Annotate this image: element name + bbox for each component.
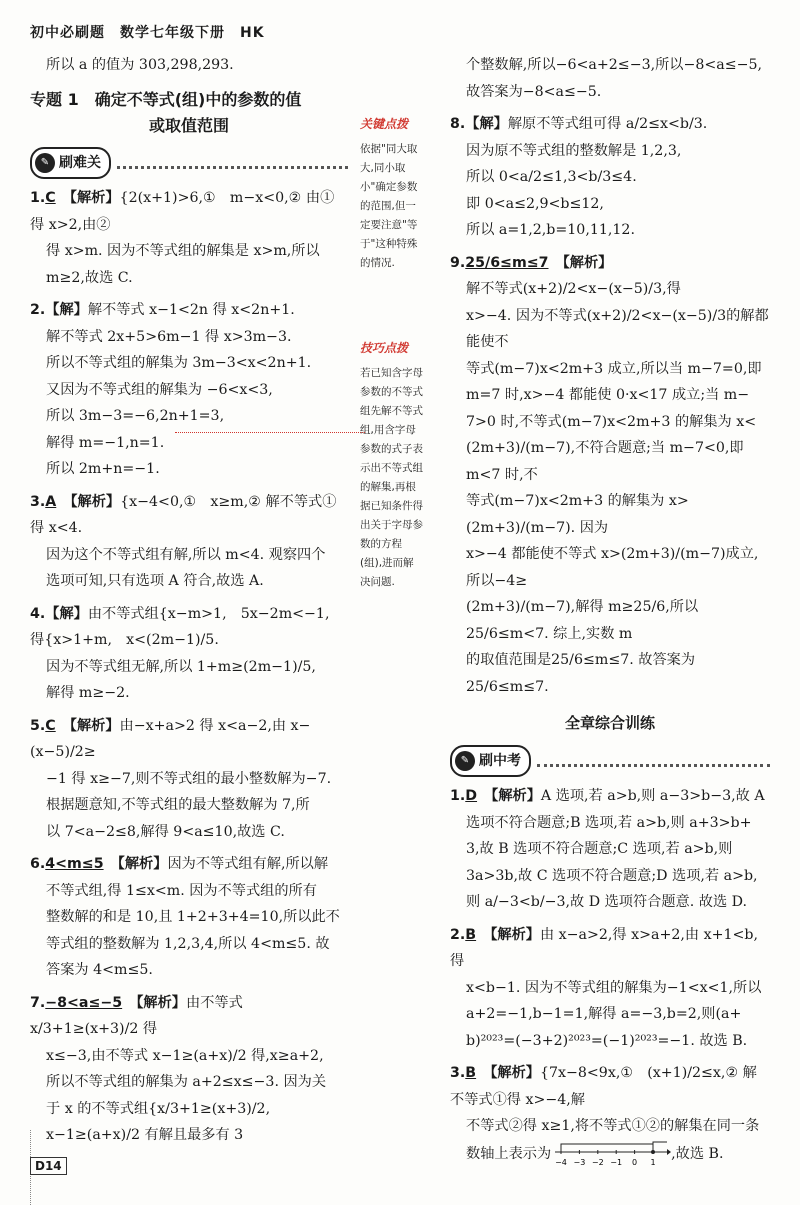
solution-text: 即 0<a≤2,9<b≤12, [466, 195, 604, 212]
answer: C [45, 190, 56, 206]
analysis-tag: 【解析】 [490, 926, 540, 943]
question-1 [30, 185, 348, 291]
solution-text: A 选项,若 a>b,则 a−3>b−3,故 A [540, 788, 765, 804]
solution-text: 等式(m−7)x<2m+3 成立,所以当 m−7=0,即 [466, 360, 762, 377]
solution-text: 因为原不等式组的整数解是 1,2,3, [466, 142, 682, 159]
analysis-tag: 【解析】 [69, 190, 120, 206]
tip-body-skill: 若已知含字母参数的不等式组先解不等式组,用含字母参数的式子表示出不等式组的解集,再根据已知条件得出关于字母参数的方程(组),进而解决问题. [360, 367, 423, 588]
answer: C [45, 717, 56, 734]
solution-text: 于 x 的不等式组{x/3+1≥(x+3)/2, x−1≥(a+x)/2 有解且最多有 3 [46, 1100, 285, 1143]
solution-text: 所以 2m+n=−1. [46, 461, 160, 477]
tips-column [360, 115, 424, 610]
solution-tag: 【解】 [465, 116, 508, 132]
solution-bracket-1 [561, 1144, 653, 1152]
solution-text: 所以不等式组的解集为 a+2≤x≤−3. 因为关 [46, 1074, 327, 1090]
question-number: 4. [30, 605, 46, 622]
solution-text: 不等式组,得 1≤x<m. 因为不等式组的所有 [46, 882, 317, 899]
solution-text: 解不等式(x+2)/2<x−(x−5)/3,得 [466, 281, 681, 297]
question-7 [30, 990, 348, 1149]
answer: B [465, 1065, 477, 1081]
badge-label: 刷难关 [59, 154, 101, 171]
analysis-tag: 【解析】 [70, 493, 121, 510]
analysis-tag: 【解析】 [491, 788, 541, 804]
question-3 [30, 489, 348, 595]
prev-answer-line: 所以 a 的值为 303,298,293. [46, 57, 234, 73]
solution-text: 由不等式组{x−m>1, 5x−2m<−1, 得{x>1+m, x<(2m−1)/5. [30, 605, 330, 648]
solution-text: 根据题意知,不等式组的最大整数解为 7,所 [46, 797, 310, 813]
exam-question-2 [450, 922, 770, 1055]
tick-label: −3 [573, 1157, 586, 1167]
solution-text: (2m+3)/(m−7),不符合题意;当 m−7<0,即 m<7 时,不 [466, 440, 744, 483]
question-8 [450, 111, 770, 244]
solution-text: {x−4<0,① x≥m,② 解不等式①得 x<4. [30, 493, 337, 536]
solution-text: 因为不等式组有解,所以解 [167, 856, 329, 872]
topic-title [30, 87, 348, 139]
solution-text: 等式组的整数解为 1,2,3,4,所以 4<m≤5. 故 [46, 935, 330, 952]
solution-text: 个整数解,所以−6<a+2≤−3,所以−8<a≤−5, [466, 57, 763, 73]
question-4 [30, 601, 348, 707]
tick-label: 1 [650, 1157, 656, 1167]
solution-text: 解不等式 x−1<2n 得 x<2n+1. [87, 302, 295, 318]
question-number: 1. [30, 190, 46, 206]
section-badge-exam [450, 745, 770, 778]
question-2 [30, 297, 348, 483]
solution-text: 故答案为−8<a≤−5. [466, 83, 602, 100]
solution-text: m=7 时,x>−4 都能使 0·x<17 成立;当 m− [466, 387, 750, 403]
solution-text: 由不等式 x/3+1≥(x+3)/2 得 [30, 994, 243, 1037]
question-6 [30, 851, 348, 984]
solution-text: 所以 0<a/2≤1,3<b/3≤4. [466, 169, 637, 185]
solution-text: x>−4. 因为不等式(x+2)/2<x−(x−5)/3的解都能使不 [466, 307, 769, 350]
solution-text: 所以 a=1,2,b=10,11,12. [466, 222, 635, 238]
tick-label: −4 [555, 1157, 568, 1167]
solution-text: {7x−8<9x,① (x+1)/2≤x,② 解不等式①得 x>−4,解 [450, 1065, 757, 1108]
solution-text: {2(x+1)>6,① m−x<0,② 由①得 x>2,由② [30, 190, 335, 233]
solution-text: m≥2,故选 C. [46, 269, 133, 286]
answer: 4<m≤5 [45, 856, 104, 872]
analysis-tag: 【解析】 [117, 856, 168, 872]
solution-tag: 【解】 [45, 302, 88, 318]
question-number: 9. [450, 254, 466, 271]
page-corner-mark [0, 1130, 31, 1205]
solution-text: 得 x>m. 因为不等式组的解集是 x>m,所以 [46, 243, 320, 259]
answer: B [465, 926, 477, 943]
solution-text: 选项不符合题意;B 选项,若 a>b,则 a+3>b+ [466, 814, 752, 831]
question-9 [450, 250, 770, 701]
solution-text: 解得 m≥−2. [46, 685, 130, 701]
section-title: 全章综合训练 [564, 714, 655, 732]
tip-body-key: 依据"同大取大,同小取小"确定参数的范围,但一定要注意"等于"这种特殊的情况. [360, 143, 418, 269]
solution-text: 数轴上表示为 [466, 1145, 552, 1162]
solution-text: x≤−3,由不等式 x−1≥(a+x)/2 得,x≥a+2, [46, 1047, 324, 1064]
topic-title-line1: 专题 1 确定不等式(组)中的参数的值 [30, 89, 302, 109]
solution-text: 7>0 时,不等式(m−7)x<2m+3 的解集为 x< [466, 413, 757, 430]
answer: 25/6≤m≤7 [465, 254, 549, 271]
question-number: 8. [450, 116, 466, 132]
solution-text: 整数解的和是 10,且 1+2+3+4=10,所以此不 [46, 909, 340, 925]
solution-text: x>−4 都能使不等式 x>(2m+3)/(m−7)成立,所以−4≥ [466, 546, 759, 589]
solution-text: ,故选 B. [671, 1145, 724, 1162]
question-number: 7. [30, 994, 46, 1011]
answer: −8<a≤−5 [45, 994, 123, 1011]
solution-text: 由−x+a>2 得 x<a−2,由 x−(x−5)/2≥ [30, 717, 311, 760]
dotted-divider [117, 156, 348, 169]
solution-text: 不等式②得 x≥1,将不等式①②的解集在同一条 [466, 1118, 760, 1134]
solution-text: 解不等式 2x+5>6m−1 得 x>3m−3. [46, 328, 292, 345]
solution-text: 答案为 4<m≤5. [46, 962, 153, 978]
tip-title-skill: 技巧点拨 [360, 341, 409, 355]
solution-tag: 【解】 [45, 605, 88, 622]
solution-text: 以 7<a−2≤8,解得 9<a≤10,故选 C. [46, 823, 285, 840]
question-number: 2. [450, 926, 466, 943]
closed-dot [651, 1150, 655, 1154]
tick-label: −2 [592, 1157, 604, 1167]
tip-pointer-line [175, 432, 365, 433]
solution-bracket-2 [653, 1142, 667, 1152]
solution-text: 的取值范围是25/6≤m≤7. 故答案为25/6≤m≤7. [466, 652, 696, 695]
answer: A [45, 493, 57, 510]
badge-label: 刷中考 [479, 752, 521, 769]
analysis-tag: 【解析】 [490, 1065, 540, 1081]
solution-text: 选项可知,只有选项 A 符合,故选 A. [46, 573, 264, 589]
dotted-divider [537, 754, 770, 767]
question-number: 2. [30, 302, 46, 318]
question-number: 3. [30, 493, 46, 510]
tip-title-key: 关键点拨 [360, 117, 409, 131]
analysis-tag: 【解析】 [562, 254, 613, 271]
solution-text: (2m+3)/(m−7),解得 m≥25/6,所以25/6≤m<7. 综上,实数 m [466, 599, 699, 642]
exam-question-3 [450, 1060, 770, 1168]
tick-label: −1 [610, 1157, 623, 1167]
exam-question-1 [450, 783, 770, 916]
solution-text: a+2=−1,b−1=1,解得 a=−3,b=2,则(a+ [466, 1006, 742, 1022]
question-number: 3. [450, 1065, 466, 1081]
solution-text: 所以 3m−3=−6,2n+1=3, [46, 408, 225, 424]
solution-text: 因为不等式组无解,所以 1+m≥(2m−1)/5, [46, 658, 316, 675]
page-number: D14 [30, 1157, 67, 1175]
solution-text: 因为这个不等式组有解,所以 m<4. 观察四个 [46, 546, 326, 563]
left-column [30, 52, 348, 1149]
number-line-ticks [555, 1150, 655, 1167]
solution-text: −1 得 x≥−7,则不等式组的最小整数解为−7. [46, 770, 332, 787]
pencil-icon: ✎ [35, 153, 55, 173]
question-5 [30, 713, 348, 846]
answer: D [465, 788, 478, 804]
solution-text: 等式(m−7)x<2m+3 的解集为 x>(2m+3)/(m−7). 因为 [466, 493, 689, 536]
question-number: 1. [450, 788, 466, 804]
solution-text: b)²⁰²³=(−3+2)²⁰²³=(−1)²⁰²³=−1. 故选 B. [466, 1032, 748, 1049]
solution-text: 3,故 B 选项不符合题意;C 选项,若 a>b,则 [466, 841, 733, 857]
analysis-tag: 【解析】 [69, 717, 120, 734]
analysis-tag: 【解析】 [136, 994, 186, 1011]
solution-text: 解原不等式组可得 a/2≤x<b/3. [507, 116, 708, 132]
solution-text: x<b−1. 因为不等式组的解集为−1<x<1,所以 [466, 979, 762, 996]
question-number: 5. [30, 717, 46, 734]
topic-title-line2: 或取值范围 [148, 115, 229, 135]
solution-text: 3a>3b,故 C 选项不符合题意;D 选项,若 a>b, [466, 867, 758, 884]
solution-text: 解得 m=−1,n=1. [46, 434, 165, 451]
tick-label: 0 [632, 1157, 638, 1167]
solution-text: 由 x−a>2,得 x>a+2,由 x+1<b,得 [450, 926, 758, 969]
section-badge-hard [30, 147, 348, 180]
solution-text: 又因为不等式组的解集为 −6<x<3, [46, 381, 273, 398]
running-head: 初中必刷题 数学七年级下册 HK [30, 25, 265, 41]
number-line-figure [551, 1140, 671, 1168]
right-column [450, 52, 770, 1168]
question-number: 6. [30, 856, 46, 872]
solution-text: 则 a/−3<b/−3,故 D 选项符合题意. 故选 D. [466, 894, 748, 910]
pencil-icon: ✎ [455, 751, 475, 771]
solution-text: 所以不等式组的解集为 3m−3<x<2n+1. [46, 355, 312, 371]
